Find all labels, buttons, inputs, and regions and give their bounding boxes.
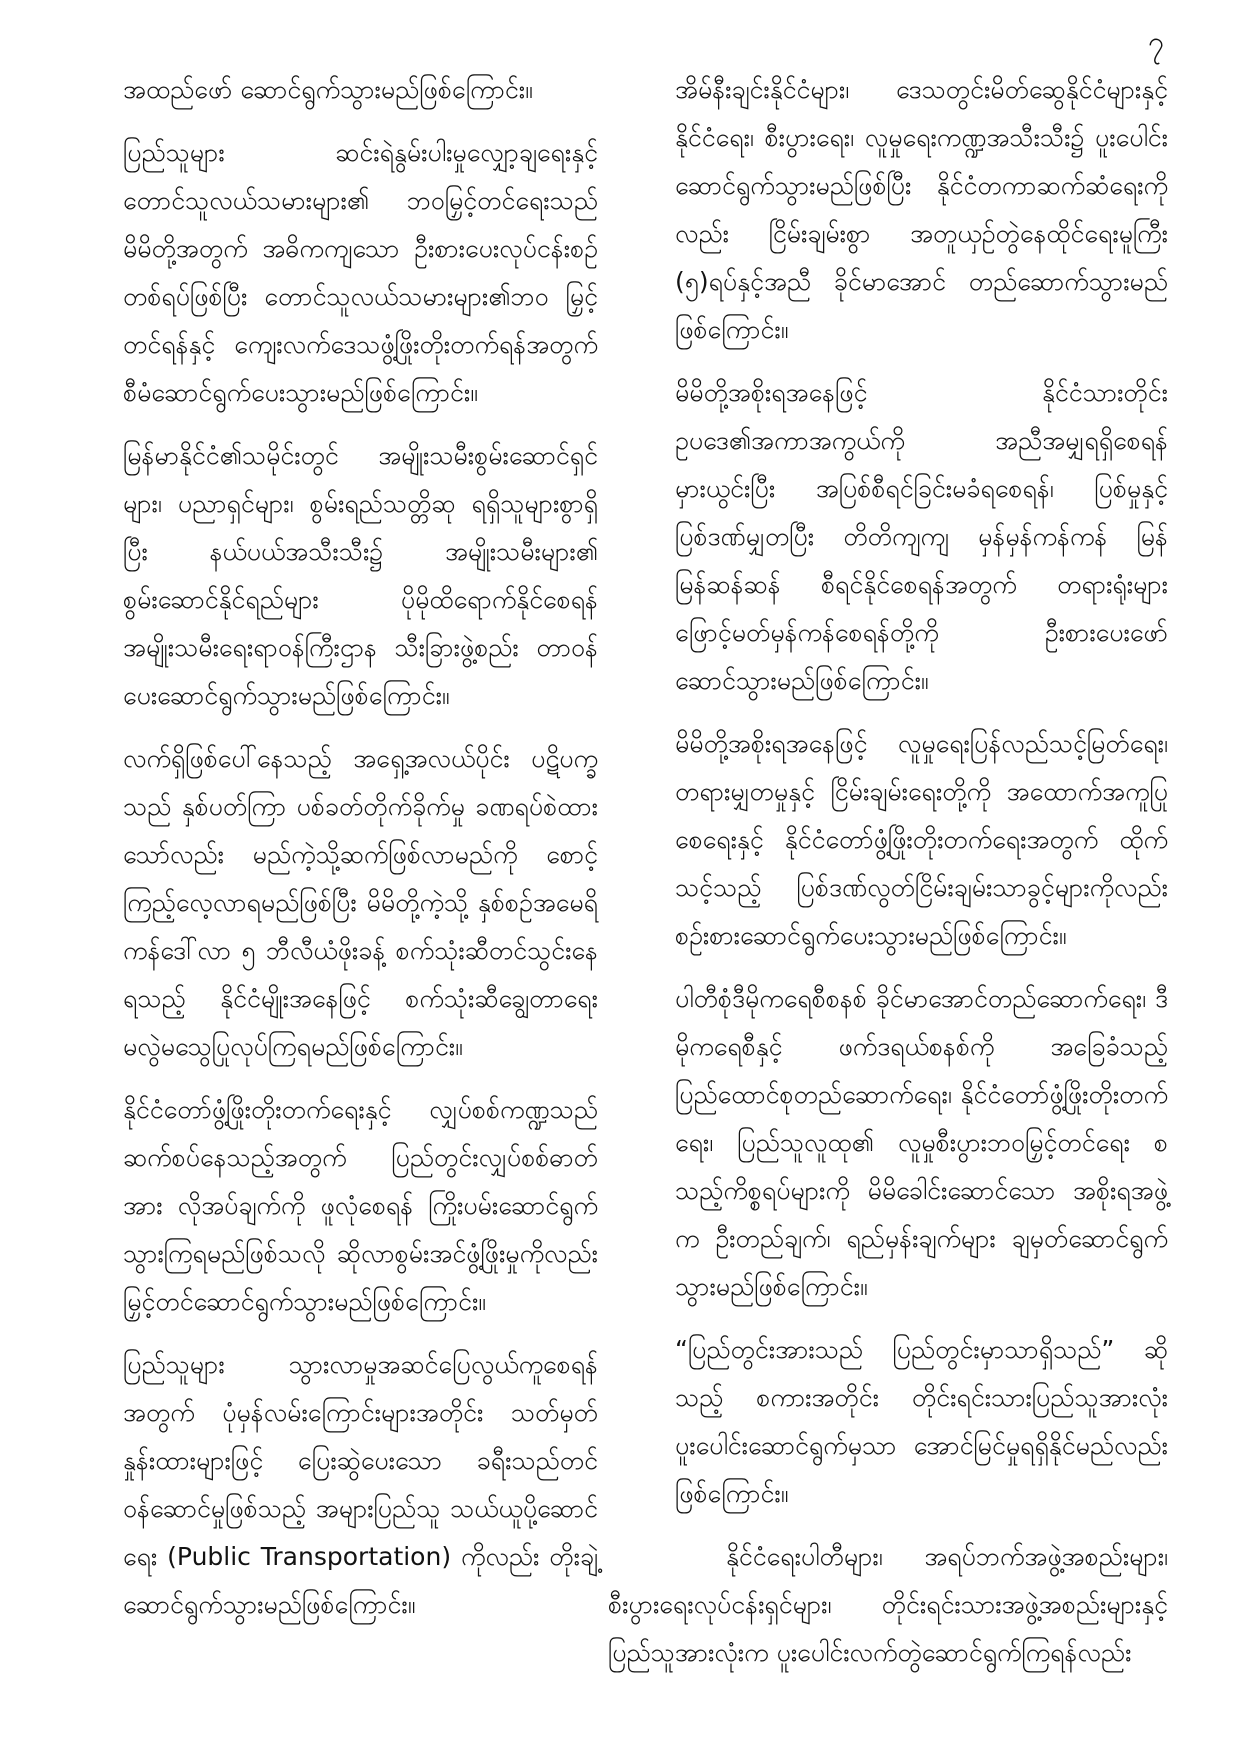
paragraph-continuation bbox=[93, 66, 598, 114]
bullet-item bbox=[93, 735, 598, 1071]
bullet-text: ပြည်သူများ ဆင်းရဲနွမ်းပါးမှုလျှော့ချရေးနှင့် တောင်သူလယ်သမားများ၏ ဘဝမြှင့်တင်ရေးသည် မိမိတို့အတွက် အဓိကကျသော ဦးစားပေးလုပ်ငန်းစဉ်တစ်ရပ်ဖြစ်ပြီး တောင်သူလယ်သမားများ၏ဘဝ မြှင့်တင်ရန်နှင့် ကျေးလက်ဒေသဖွံ့ဖြိုးတိုးတက်ရန်အတွက် စီမံဆောင်ရွက်ပေးသွားမည်ဖြစ်ကြောင်း။ bbox=[123, 138, 598, 407]
bullet-text: မိမိတို့အစိုးရအနေဖြင့် လူမှုရေးပြန်လည်သင့်မြတ်ရေး၊ တရားမျှတမှုနှင့် ငြိမ်းချမ်းရေးတို့ကို အထောက်အကူပြုစေရေးနှင့် နိုင်ငံတော်ဖွံ့ဖြိုးတိုးတက်ရေးအတွက် ထိုက်သင့်သည့် ပြစ်ဒဏ်လွတ်ငြိမ်းချမ်းသာခွင့်များကိုလည်း စဉ်းစားဆောင်ရွက်ပေးသွားမည်ဖြစ်ကြောင်း။ bbox=[675, 729, 1168, 950]
bullet-item bbox=[645, 1326, 1168, 1518]
bullet-text: အိမ်နီးချင်းနိုင်ငံများ၊ ဒေသတွင်းမိတ်ဆွေနိုင်ငံများနှင့် နိုင်ငံရေး၊ စီးပွားရေး၊ လူမှုရေးကဏ္ဍအသီးသီး၌ ပူးပေါင်းဆောင်ရွက်သွားမည်ဖြစ်ပြီး နိုင်ငံတကာဆက်ဆံရေးကိုလည်း ငြိမ်းချမ်းစွာ အတူယှဉ်တွဲနေထိုင်ရေးမူကြီး (၅)ရပ်နှင့်အညီ ခိုင်မာအောင် တည်ဆောက်သွားမည်ဖြစ်ကြောင်း။ bbox=[675, 75, 1168, 344]
bullet-cell bbox=[93, 1086, 123, 1326]
bullet-item bbox=[645, 369, 1168, 705]
bullet-item bbox=[93, 432, 598, 720]
bullet-item bbox=[645, 66, 1168, 354]
paragraph-text: အထည်ဖော် ဆောင်ရွက်သွားမည်ဖြစ်ကြောင်း။ bbox=[123, 75, 533, 104]
closing-paragraph bbox=[608, 1533, 1168, 1677]
bullet-text: မိမိတို့အစိုးရအနေဖြင့် နိုင်ငံသားတိုင်း ဥပဒေ၏အကာအကွယ်ကို အညီအမျှရရှိစေရန် မှားယွင်းပြီး အပြစ်စီရင်ခြင်းမခံရစေရန်၊ ပြစ်မှုနှင့် ပြစ်ဒဏ်မျှတပြီး တိတိကျကျ မှန်မှန်ကန်ကန် မြန်မြန်ဆန်ဆန် စီရင်နိုင်စေရန်အတွက် တရားရုံးများ ဖြောင့်မတ်မှန်ကန်စေရန်တို့ကို ဦးစားပေးဖော်ဆောင်သွားမည်ဖြစ်ကြောင်း။ bbox=[675, 378, 1168, 695]
bullet-item bbox=[645, 720, 1168, 960]
bullet-text: မြန်မာနိုင်ငံ၏သမိုင်းတွင် အမျိုးသမီးစွမ်းဆောင်ရှင်များ၊ ပညာရှင်များ၊ စွမ်းရည်သတ္တိဆု ရရှိသူများစွာရှိပြီး နယ်ပယ်အသီးသီး၌ အမျိုးသမီးများ၏ စွမ်းဆောင်နိုင်ရည်များ ပိုမိုထိရောက်နိုင်စေရန် အမျိုးသမီးရေးရာဝန်ကြီးဌာန သီးခြားဖွဲ့စည်း တာဝန်ပေးဆောင်ရွက်သွားမည်ဖြစ်ကြောင်း။ bbox=[123, 441, 598, 710]
bullet-item bbox=[93, 1341, 598, 1629]
bullet-cell bbox=[93, 735, 123, 1071]
bullet-cell bbox=[93, 129, 123, 417]
bullet-item bbox=[93, 129, 598, 417]
column-right bbox=[608, 66, 1168, 1692]
bullet-text: ပြည်သူများ သွားလာမှုအဆင်ပြေလွယ်ကူစေရန်အတွက် ပုံမှန်လမ်းကြောင်းများအတိုင်း သတ်မှတ်နှုန်းထားများဖြင့် ပြေးဆွဲပေးသော ခရီးသည်တင်ဝန်ဆောင်မှုဖြစ်သည့် အများပြည်သူ သယ်ယူပို့ဆောင်ရေး (Public Transportation) ကိုလည်း တိုးချဲ့ဆောင်ရွက်သွားမည်ဖြစ်ကြောင်း။ bbox=[123, 1350, 598, 1619]
bullet-cell bbox=[645, 720, 675, 960]
bullet-cell bbox=[93, 1341, 123, 1629]
column-left bbox=[93, 66, 598, 1692]
bullet-text: ပါတီစုံဒီမိုကရေစီစနစ် ခိုင်မာအောင်တည်ဆောက်ရေး၊ ဒီမိုကရေစီနှင့် ဖက်ဒရယ်စနစ်ကို အခြေခံသည့် ပြည်ထောင်စုတည်ဆောက်ရေး၊ နိုင်ငံတော်ဖွံ့ဖြိုးတိုးတက်ရေး၊ ပြည်သူလူထု၏ လူမှုစီးပွားဘဝမြှင့်တင်ရေး စသည့်ကိစ္စရပ်များကို မိမိခေါင်းဆောင်သော အစိုးရအဖွဲ့က ဦးတည်ချက်၊ ရည်မှန်းချက်များ ချမှတ်ဆောင်ရွက်သွားမည်ဖြစ်ကြောင်း။ bbox=[675, 984, 1168, 1301]
bullet-text: နိုင်ငံတော်ဖွံ့ဖြိုးတိုးတက်ရေးနှင့် လျှပ်စစ်ကဏ္ဍသည် ဆက်စပ်နေသည့်အတွက် ပြည်တွင်းလျှပ်စစ်ဓာတ်အား လိုအပ်ချက်ကို ဖူလုံစေရန် ကြိုးပမ်းဆောင်ရွက်သွားကြရမည်ဖြစ်သလို ဆိုလာစွမ်းအင်ဖွံ့ဖြိုးမှုကိုလည်း မြှင့်တင်ဆောင်ရွက်သွားမည်ဖြစ်ကြောင်း။ bbox=[123, 1095, 598, 1316]
bullet-cell bbox=[645, 975, 675, 1311]
bullet-cell bbox=[645, 1326, 675, 1518]
bullet-text: “ပြည်တွင်းအားသည် ပြည်တွင်းမှာသာရှိသည်” ဆိုသည့် စကားအတိုင်း တိုင်းရင်းသားပြည်သူအားလုံး ပူးပေါင်းဆောင်ရွက်မှသာ အောင်မြင်မှုရရှိနိုင်မည်လည်းဖြစ်ကြောင်း။ bbox=[675, 1335, 1168, 1508]
bullet-cell bbox=[645, 369, 675, 705]
bullet-cell bbox=[645, 66, 675, 354]
page-number: ၇ bbox=[1148, 25, 1165, 59]
bullet-item bbox=[93, 1086, 598, 1326]
bullet-text: လက်ရှိဖြစ်ပေါ်နေသည့် အရှေ့အလယ်ပိုင်း ပဋိပက္ခသည် နှစ်ပတ်ကြာ ပစ်ခတ်တိုက်ခိုက်မှု ခဏရပ်စဲထားသော်လည်း မည်ကဲ့သို့ဆက်ဖြစ်လာမည်ကို စောင့်ကြည့်လေ့လာရမည်ဖြစ်ပြီး မိမိတို့ကဲ့သို့ နှစ်စဉ်အမေရိကန်ဒေါ်လာ ၅ ဘီလီယံဖိုးခန့် စက်သုံးဆီတင်သွင်းနေရသည့် နိုင်ငံမျိုးအနေဖြင့် စက်သုံးဆီချွေတာရေး မလွဲမသွေပြုလုပ်ကြရမည်ဖြစ်ကြောင်း။ bbox=[123, 744, 598, 1061]
paragraph-text: နိုင်ငံရေးပါတီများ၊ အရပ်ဘက်အဖွဲ့အစည်းများ၊ စီးပွားရေးလုပ်ငန်းရှင်များ၊ တိုင်းရင်းသားအဖွဲ့အစည်းများနှင့် ပြည်သူအားလုံးက ပူးပေါင်းလက်တွဲဆောင်ရွက်ကြရန်လည်း bbox=[608, 1542, 1168, 1667]
bullet-item bbox=[645, 975, 1168, 1311]
bullet-cell bbox=[93, 432, 123, 720]
text-columns bbox=[93, 66, 1168, 1692]
